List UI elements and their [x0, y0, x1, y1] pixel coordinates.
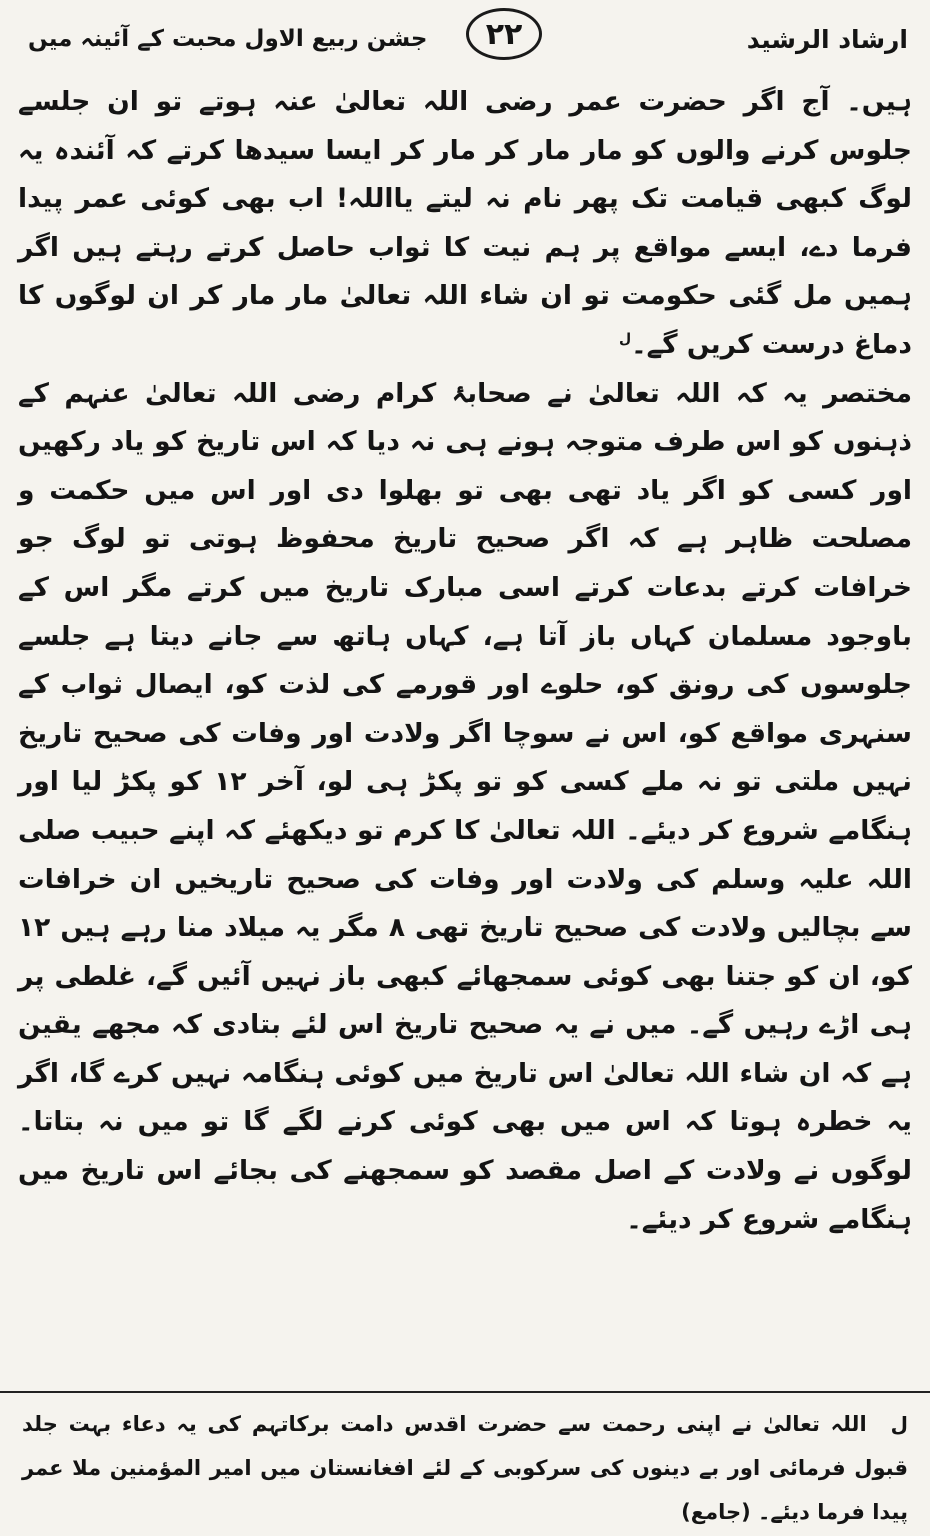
main-text: [18, 78, 912, 1244]
book-title: ارشاد الرشید: [746, 24, 908, 54]
paragraph-1-text: ہیں۔ آج اگر حضرت عمر رضی اللہ تعالیٰ عنہ ہوتے تو ان جلسے جلوس کرنے والوں کو مار مار کر مار کر ایسا سیدھا کرتے کہ آئندہ یہ لوگ کبھی قیامت تک پھر نام نہ لیتے یااللہ! اب بھی کوئی عمر پیدا فرما دے، ایسے مواقع پر ہم نیت کا ثواب حاصل کرتے رہتے ہیں اگر ہمیں مل گئی حکومت تو ان شاء اللہ تعالیٰ مار مار کر ان لوگوں کا دماغ درست کریں گے۔: [18, 86, 912, 360]
paragraph-2: مختصر یہ کہ اللہ تعالیٰ نے صحابۂ کرام رضی اللہ تعالیٰ عنہم کے ذہنوں کو اس طرف متوجہ ہونے ہی نہ دیا کہ اس تاریخ کو یاد رکھیں اور کسی کو اگر یاد تھی بھی تو بھلوا دی اور اس میں حکمت و مصلحت ظاہر ہے کہ اگر صحیح تاریخ محفوظ ہوتی تو لوگ جو خرافات کرتے بدعات کرتے اسی مبارک تاریخ میں کرتے مگر اس کے باوجود مسلمان کہاں باز آتا ہے، کہاں ہاتھ سے جانے دیتا ہے جلسے جلوسوں کی رونق کو، حلوے اور قورمے کی لذت کو، ایصال ثواب کے سنہری مواقع کو، اس نے سوچا اگر ولادت اور وفات کی صحیح تاریخ نہیں ملتی تو نہ ملے کسی کو تو پکڑ ہی لو، آخر ۱۲ کو پکڑ لیا اور ہنگامے شروع کر دیئے۔ اللہ تعالیٰ کا کرم تو دیکھئے کہ اپنے حبیب صلی اللہ علیہ وسلم کی ولادت اور وفات کی صحیح تاریخیں ان خرافات سے بچالیں ولادت کی صحیح تاریخ تھی ۸ مگر یہ میلاد منا رہے ہیں ۱۲ کو، ان کو جتنا بھی کوئی سمجھائے کبھی باز نہیں آئیں گے، غلطی پر ہی اڑے رہیں گے۔ میں نے یہ صحیح تاریخ اس لئے بتادی کہ مجھے یقین ہے کہ ان شاء اللہ تعالیٰ اس تاریخ میں کوئی ہنگامہ نہیں کرے گا، اگر یہ خطرہ ہوتا کہ اس میں بھی کوئی کرنے لگے گا تو میں نہ بتاتا۔ لوگوں نے ولادت کے اصل مقصد کو سمجھنے کی بجائے اس تاریخ میں ہنگامے شروع کر دیئے۔: [18, 377, 912, 1235]
paragraph-1: [18, 78, 912, 370]
page-header: [22, 8, 908, 70]
footnote: [22, 1402, 908, 1534]
page-number: ۲۲: [466, 8, 542, 60]
footnote-text: اللہ تعالیٰ نے اپنی رحمت سے حضرت اقدس دامت برکاتہم کی یہ دعاء بہت جلد قبول فرمائی اور بے دینوں کی سرکوبی کے لئے افغانستان میں امیر المؤمنین ملا عمر پیدا فرما دیئے۔ (جامع): [22, 1412, 908, 1524]
footnote-reference: ل: [618, 331, 632, 348]
chapter-title: جشن ربیع الاول محبت کے آئینہ میں: [28, 26, 428, 52]
footnote-marker: ل: [890, 1412, 908, 1436]
footnote-divider: [0, 1391, 930, 1393]
